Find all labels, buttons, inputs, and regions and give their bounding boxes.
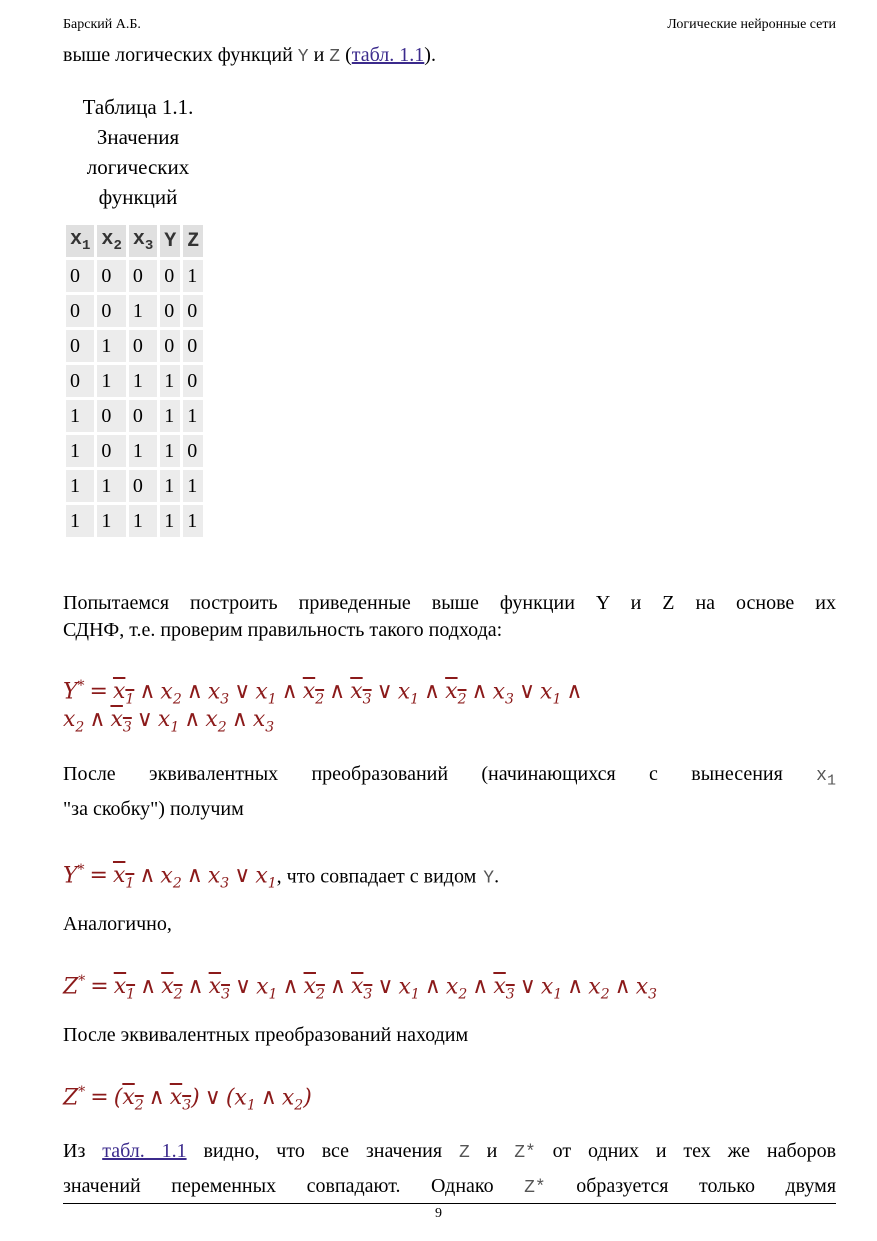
table-cell: 1 (66, 435, 94, 467)
table-cell: 1 (97, 470, 125, 502)
table-cell: 1 (183, 400, 203, 432)
table-row (66, 505, 203, 537)
table-cell: 0 (160, 330, 180, 362)
table-cell: 0 (66, 365, 94, 397)
table-cell: 1 (160, 400, 180, 432)
table-link-2[interactable]: табл. 1.1 (102, 1140, 187, 1162)
table-cell: 1 (97, 505, 125, 537)
table-cell: 1 (160, 470, 180, 502)
para-transform-text: После эквивалентных преобразований (начинающихся с вынесения (63, 763, 783, 785)
table-cell: 0 (129, 470, 157, 502)
col-header-x2: $x_2$ (97, 225, 125, 257)
para-compare-line2-var: Z* (524, 1178, 546, 1198)
caption-line: Таблица 1.1. (82, 95, 194, 119)
table-header-row (66, 225, 203, 257)
table-cell: 0 (97, 295, 125, 327)
intro-var-y: Y (297, 47, 309, 67)
para-construct-line1: Попытаемся построить приведенные выше функции Y и Z на основе их (63, 592, 836, 614)
result-y-var: Y (483, 868, 495, 889)
para-compare-line2 (63, 1173, 836, 1202)
intro-and: и (313, 44, 325, 66)
para-construct-line2: СДНФ, т.е. проверим правильность такого подхода: (63, 619, 503, 641)
page-number: 9 (435, 1206, 442, 1221)
truth-table (63, 222, 206, 540)
table-cell: 0 (129, 260, 157, 292)
table-cell: 0 (183, 295, 203, 327)
col-header-y: Y (160, 225, 180, 257)
table-cell: 1 (129, 295, 157, 327)
table-cell: 0 (183, 330, 203, 362)
intro-open: ( (345, 44, 352, 66)
table-cell: 1 (97, 330, 125, 362)
table-row (66, 295, 203, 327)
table-cell: 1 (160, 505, 180, 537)
table-caption (63, 92, 213, 212)
para-compare-line2-start: значений переменных совпадают. Однако (63, 1175, 494, 1197)
caption-line: функций (98, 185, 178, 209)
header-author: Барский А.Б. (63, 17, 141, 32)
table-cell: 0 (183, 365, 203, 397)
table-link[interactable]: табл. 1.1 (351, 44, 425, 66)
table-cell: 1 (183, 260, 203, 292)
para-transform-line2: "за скобку") получим (63, 798, 244, 820)
caption-line: Значения (96, 125, 180, 149)
table-cell: 0 (129, 400, 157, 432)
col-header-x3: $x_3$ (129, 225, 157, 257)
table-cell: 0 (160, 260, 180, 292)
intro-line (63, 42, 836, 71)
table-cell: 0 (66, 330, 94, 362)
para-transform-var: $x_1$ (816, 766, 836, 790)
formula-y-sdnf-line1: $Y^* = x_1$ ∧ $x_2$ ∧ $x_3$ ∨ $x_1$ ∧ $x_2$ ∧ $x_3$ ∨ $x_1$ ∧ $x_2$ ∧ $x_3$ ∨ $x_1$ ∧ (63, 678, 583, 708)
intro-close: ). (424, 44, 436, 66)
para-compare-and: и (486, 1140, 498, 1162)
para-compare-seen: видно, что все значения (203, 1140, 443, 1162)
formula-z-result: $Z^* = (x_2$ ∧ $x_3$) ∨ ($x_1$ ∧ $x_2$) (63, 1084, 312, 1114)
table-cell: 0 (66, 260, 94, 292)
table-cell: 1 (160, 435, 180, 467)
formula-y-result: $Y^* = x_1$ ∧ $x_2$ ∧ $x_3$ ∨ $x_1$, что совпадает с видом Y. (63, 862, 500, 892)
table-row (66, 435, 203, 467)
table-row (66, 365, 203, 397)
table-cell: 1 (66, 470, 94, 502)
para-analog: Аналогично, (63, 913, 172, 935)
header-title: Логические нейронные сети (667, 17, 836, 32)
col-header-z: Z (183, 225, 203, 257)
table-cell: 1 (160, 365, 180, 397)
table-cell: 0 (97, 260, 125, 292)
table-cell: 1 (129, 505, 157, 537)
table-row (66, 330, 203, 362)
intro-var-z: Z (329, 47, 341, 67)
table-cell: 0 (97, 400, 125, 432)
table-cell: 0 (129, 330, 157, 362)
table-row (66, 470, 203, 502)
footer-divider (63, 1203, 836, 1204)
table-cell: 1 (129, 365, 157, 397)
col-header-x1: $x_1$ (66, 225, 94, 257)
table-cell: 1 (183, 470, 203, 502)
para-compare-rest: от одних и тех же наборов (552, 1140, 837, 1162)
formula-z-sdnf: $Z^* = x_1$ ∧ $x_2$ ∧ $x_3$ ∨ $x_1$ ∧ $x_2$ ∧ $x_3$ ∨ $x_1$ ∧ $x_2$ ∧ $x_3$ ∨ $x_1$ ∧ $x_2$ ∧ $x_3$ (63, 973, 658, 1003)
table-row (66, 400, 203, 432)
para-compare-from: Из (63, 1140, 86, 1162)
para-find: После эквивалентных преобразований находим (63, 1024, 469, 1046)
result-y-tail: , что совпадает с видом (276, 865, 477, 888)
table-cell: 1 (183, 505, 203, 537)
para-transform-line1 (63, 761, 836, 795)
table-cell: 0 (97, 435, 125, 467)
para-compare-line1 (63, 1138, 836, 1167)
table-cell: 0 (160, 295, 180, 327)
table-cell: 1 (129, 435, 157, 467)
table-cell: 1 (66, 505, 94, 537)
formula-y-sdnf-line2: $x_2$ ∧ $x_3$ ∨ $x_1$ ∧ $x_2$ ∧ $x_3$ (63, 707, 275, 736)
caption-line: логических (86, 155, 190, 179)
para-compare-line2-end: образуется только двумя (576, 1175, 837, 1197)
table-cell: 0 (183, 435, 203, 467)
table-cell: 1 (66, 400, 94, 432)
table-row (66, 260, 203, 292)
result-y-end: . (494, 865, 500, 888)
para-compare-var-z: Z (458, 1143, 470, 1163)
table-cell: 1 (97, 365, 125, 397)
table-cell: 0 (66, 295, 94, 327)
para-compare-var-zs: Z* (514, 1143, 536, 1163)
intro-text: выше логических функций (63, 44, 293, 66)
